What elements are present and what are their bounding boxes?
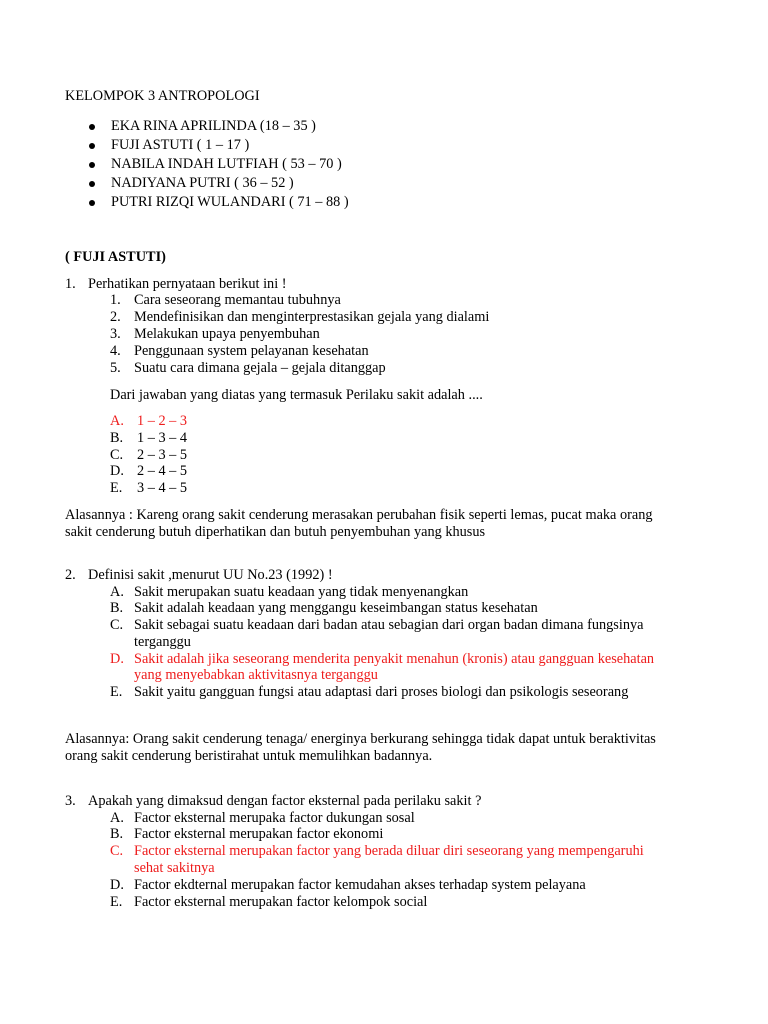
option-text-correct: Sakit adalah jika seseorang menderita penyakit menahun (kronis) atau gangguan kesehatan (134, 651, 655, 667)
option-letter: B. (110, 430, 124, 446)
bullet-icon (89, 181, 95, 187)
option-letter: B. (110, 600, 124, 616)
option-letter: E. (110, 684, 123, 700)
option-text: Factor eksternal merupakan factor ekonomi (134, 826, 384, 842)
option-letter: A. (110, 584, 124, 600)
option-letter-correct: D. (110, 651, 124, 667)
statement-number: 2. (110, 309, 121, 325)
option-text-correct-continued: yang menyebabkan aktivitasnya terganggu (134, 667, 378, 683)
statement-number: 3. (110, 326, 121, 342)
statement-text: Cara seseorang memantau tubuhnya (134, 292, 341, 308)
option-text: Factor ekdternal merupakan factor kemudahan akses terhadap system pelayana (134, 877, 586, 893)
option-text: 2 – 3 – 5 (137, 447, 188, 463)
member-item: NABILA INDAH LUTFIAH ( 53 – 70 ) (111, 156, 342, 172)
option-letter: E. (110, 894, 123, 910)
option-text-correct: Factor eksternal merupakan factor yang berada diluar diri seseorang yang mempengaruhi (134, 843, 644, 859)
statement-text: Suatu cara dimana gejala – gejala ditanggap (134, 360, 386, 376)
option-text: 3 – 4 – 5 (137, 480, 188, 496)
question-text: Apakah yang dimaksud dengan factor eksternal pada perilaku sakit ? (88, 793, 482, 809)
question-text: Perhatikan pernyataan berikut ini ! (88, 276, 287, 292)
bullet-icon (89, 162, 95, 168)
statement-number: 5. (110, 360, 121, 376)
option-text: Sakit merupakan suatu keadaan yang tidak menyenangkan (134, 584, 469, 600)
question-prompt: Dari jawaban yang diatas yang termasuk Perilaku sakit adalah .... (110, 387, 483, 403)
option-letter: D. (110, 463, 124, 479)
bullet-icon (89, 124, 95, 130)
option-text: 2 – 4 – 5 (137, 463, 188, 479)
bullet-icon (89, 200, 95, 206)
option-letter: E. (110, 480, 123, 496)
option-letter: C. (110, 617, 124, 633)
option-text: Sakit yaitu gangguan fungsi atau adaptasi dari proses biologi dan psikologis seseorang (134, 684, 629, 700)
statement-text: Mendefinisikan dan menginterprestasikan gejala yang dialami (134, 309, 490, 325)
option-text: 1 – 3 – 4 (137, 430, 188, 446)
statement-text: Melakukan upaya penyembuhan (134, 326, 320, 342)
question-number: 2. (65, 567, 76, 583)
option-text: Factor eksternal merupaka factor dukungan sosal (134, 810, 415, 826)
option-text: Sakit adalah keadaan yang menggangu keseimbangan status kesehatan (134, 600, 538, 616)
bullet-icon (89, 143, 95, 149)
member-item: PUTRI RIZQI WULANDARI ( 71 – 88 ) (111, 194, 349, 210)
question-number: 3. (65, 793, 76, 809)
option-text-continued: terganggu (134, 634, 191, 650)
section-title: ( FUJI ASTUTI) (65, 249, 166, 265)
option-letter: C. (110, 447, 124, 463)
reason-text: sakit cenderung butuh diperhatikan dan butuh penyembuhan yang khusus (65, 524, 486, 540)
reason-text: Alasannya : Kareng orang sakit cenderung merasakan perubahan fisik seperti lemas, pucat maka orang (65, 507, 653, 523)
option-text-correct-continued: sehat sakitnya (134, 860, 215, 876)
statement-number: 4. (110, 343, 121, 359)
statement-text: Penggunaan system pelayanan kesehatan (134, 343, 369, 359)
question-number: 1. (65, 276, 76, 292)
reason-text: Alasannya: Orang sakit cenderung tenaga/ energinya berkurang sehingga tidak dapat untuk beraktivitas (65, 731, 656, 747)
option-letter: B. (110, 826, 124, 842)
option-text: Factor eksternal merupakan factor kelompok social (134, 894, 428, 910)
option-letter: D. (110, 877, 124, 893)
document-title: KELOMPOK 3 ANTROPOLOGI (65, 88, 260, 104)
statement-number: 1. (110, 292, 121, 308)
member-item: NADIYANA PUTRI ( 36 – 52 ) (111, 175, 294, 191)
option-text: Sakit sebagai suatu keadaan dari badan atau sebagian dari organ badan dimana fungsinya (134, 617, 644, 633)
reason-text: orang sakit cenderung beristirahat untuk memulihkan badannya. (65, 748, 433, 764)
question-text: Definisi sakit ,menurut UU No.23 (1992) ! (88, 567, 333, 583)
member-item: EKA RINA APRILINDA (18 – 35 ) (111, 118, 316, 134)
option-letter-correct: C. (110, 843, 124, 859)
member-item: FUJI ASTUTI ( 1 – 17 ) (111, 137, 250, 153)
option-letter-correct: A. (110, 413, 124, 429)
option-letter: A. (110, 810, 124, 826)
option-text-correct: 1 – 2 – 3 (137, 413, 188, 429)
